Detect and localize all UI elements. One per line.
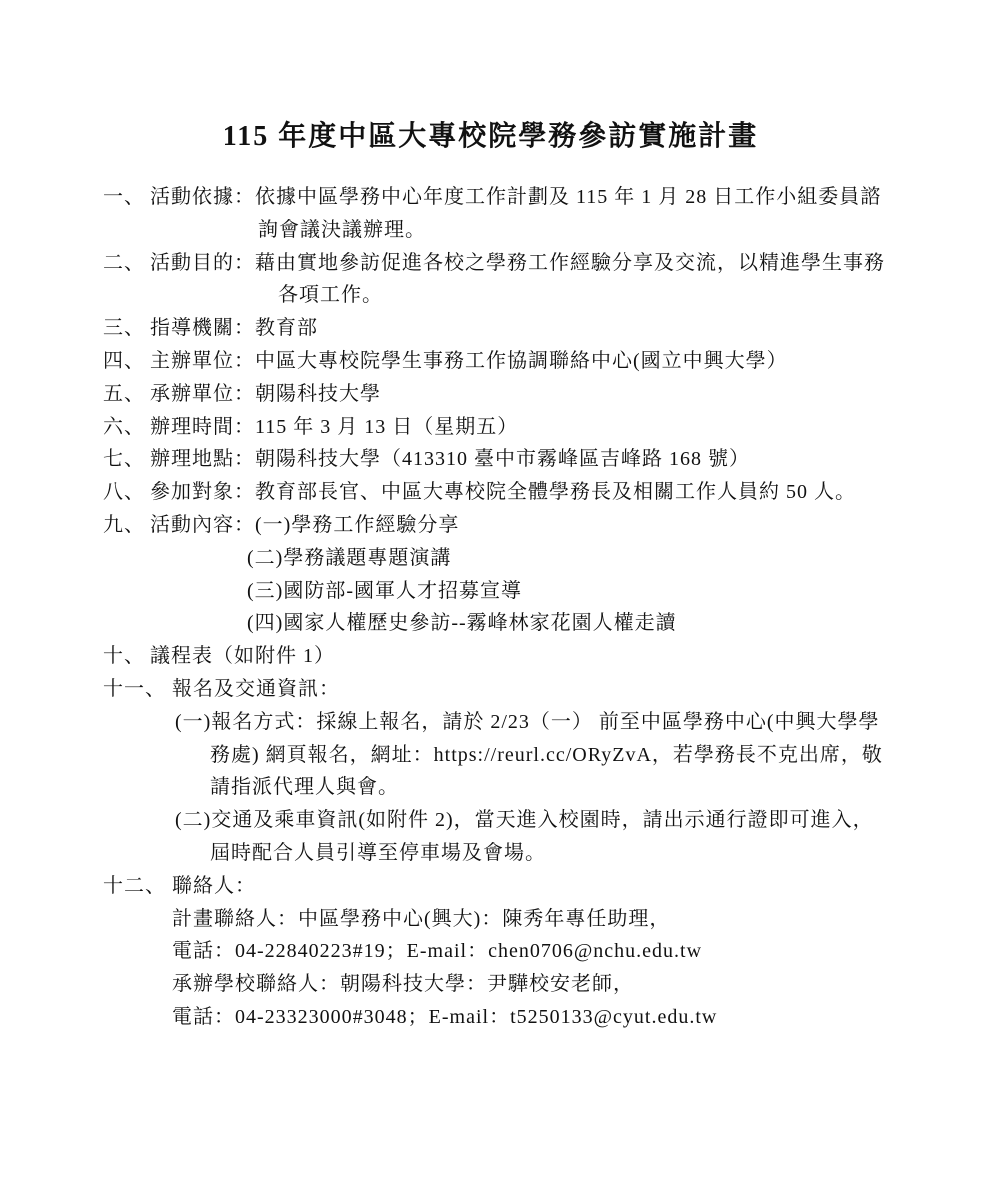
item-number: 六、 xyxy=(103,415,145,438)
document-line xyxy=(0,214,981,247)
line-text: 活動目的：藉由實地參訪促進各校之學務工作經驗分享及交流，以精進學生事務 xyxy=(150,251,885,274)
line-text: 聯絡人： xyxy=(172,874,256,897)
line-text: (一)報名方式：採線上報名，請於 2/23（一） 前至中區學務中心(中興大學學 xyxy=(175,710,880,733)
line-text: 報名及交通資訊： xyxy=(172,677,340,700)
line-text: (二)交通及乘車資訊(如附件 2)，當天進入校園時，請出示通行證即可進入， xyxy=(175,809,874,832)
item-number: 三、 xyxy=(103,317,145,340)
document-line xyxy=(0,542,981,575)
document-line xyxy=(0,443,981,476)
line-text: 請指派代理人與會。 xyxy=(210,776,399,799)
document-line xyxy=(0,903,981,936)
item-number: 十一、 xyxy=(103,677,166,700)
item-number: 一、 xyxy=(103,186,145,208)
document-line xyxy=(0,181,981,214)
line-text: (二)學務議題專題演講 xyxy=(247,546,452,569)
line-text: 指導機關：教育部 xyxy=(150,317,318,340)
document-line xyxy=(0,476,981,509)
document-line xyxy=(0,837,981,870)
item-number: 九、 xyxy=(103,513,145,536)
document-line xyxy=(0,935,981,968)
line-text: 各項工作。 xyxy=(278,284,383,307)
document-line xyxy=(0,378,981,411)
document-line xyxy=(0,279,981,312)
line-text: 參加對象：教育部長官、中區大專校院全體學務長及相關工作人員約 50 人。 xyxy=(150,481,856,504)
line-text: 務處) 網頁報名，網址：https://reurl.cc/ORyZvA，若學務長不克出席，敬 xyxy=(210,743,883,766)
line-text: (三)國防部-國軍人才招募宣導 xyxy=(247,579,522,602)
document-line xyxy=(0,509,981,542)
line-text: 電話：04-22840223#19；E-mail：chen0706@nchu.edu.tw xyxy=(172,940,703,963)
document-line xyxy=(0,575,981,608)
line-text: 電話：04-23323000#3048；E-mail：t5250133@cyut.edu.tw xyxy=(172,1005,718,1028)
line-text: 辦理地點：朝陽科技大學（413310 臺中市霧峰區吉峰路 168 號） xyxy=(150,448,750,471)
item-number: 十、 xyxy=(103,645,145,668)
line-text: 計畫聯絡人：中區學務中心(興大)：陳秀年專任助理， xyxy=(172,907,671,930)
document-line xyxy=(0,771,981,804)
document-line xyxy=(0,312,981,345)
document-line xyxy=(0,607,981,640)
document-line xyxy=(0,804,981,837)
line-text: (四)國家人權歷史參訪--霧峰林家花園人權走讀 xyxy=(247,612,677,635)
line-text: 辦理時間：115 年 3 月 13 日（星期五） xyxy=(150,415,519,438)
document-body xyxy=(0,181,981,1034)
item-number: 二、 xyxy=(103,251,145,274)
document-line xyxy=(0,706,981,739)
line-text: 屆時配合人員引導至停車場及會場。 xyxy=(210,841,546,864)
document-title: 115 年度中區大專校院學務參訪實施計畫 xyxy=(222,121,759,152)
line-text: 活動依據：依據中區學務中心年度工作計劃及 115 年 1 月 28 日工作小組委員諮 xyxy=(150,186,882,208)
document-line xyxy=(0,968,981,1001)
item-number: 四、 xyxy=(103,349,145,372)
item-number: 七、 xyxy=(103,448,145,471)
document-line xyxy=(0,411,981,444)
line-text: 議程表（如附件 1） xyxy=(150,645,335,668)
item-number: 八、 xyxy=(103,481,145,504)
line-text: 詢會議決議辦理。 xyxy=(258,218,426,241)
document-line xyxy=(0,1001,981,1034)
document-line xyxy=(0,345,981,378)
document-line xyxy=(0,640,981,673)
line-text: 主辦單位：中區大專校院學生事務工作協調聯絡中心(國立中興大學） xyxy=(150,349,788,372)
document-line xyxy=(0,870,981,903)
item-number: 五、 xyxy=(103,382,145,405)
line-text: 承辦單位：朝陽科技大學 xyxy=(150,382,381,405)
line-text: 承辦學校聯絡人：朝陽科技大學：尹驊校安老師， xyxy=(172,973,634,996)
item-number: 十二、 xyxy=(103,874,166,897)
document-line xyxy=(0,739,981,772)
document-line xyxy=(0,673,981,706)
line-text: 活動內容：(一)學務工作經驗分享 xyxy=(150,513,460,536)
document-line xyxy=(0,247,981,280)
